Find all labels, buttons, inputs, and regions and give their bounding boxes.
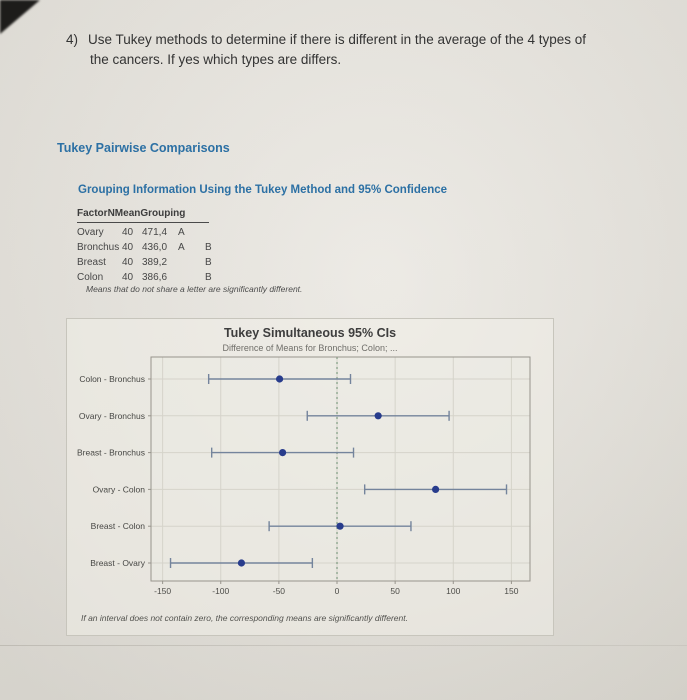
category-label: Colon - Bronchus [79,374,145,384]
factor-cell: Breast [77,257,106,268]
grouping-table-body [77,225,225,285]
x-tick-label: -100 [212,586,230,596]
category-label: Ovary - Colon [92,484,145,495]
group-b-cell: B [205,242,212,253]
x-tick-label: -50 [272,586,286,596]
grouping-table-header [77,206,209,223]
table-row [77,240,225,255]
col-n: N [107,208,115,219]
photo-crease-line [0,645,687,646]
mean-cell: 436,0 [142,242,168,253]
question-line-2: the cancers. If yes which types are differs. [90,52,342,67]
group-a-cell [178,255,205,270]
ci-mean-marker [336,523,343,530]
table-row [77,225,225,240]
interval-plot [67,319,553,609]
group-b-cell: B [205,272,212,283]
ci-mean-marker [276,375,283,382]
x-tick-label: 150 [504,586,519,596]
grouping-subtitle: Grouping Information Using the Tukey Method and 95% Confidence [78,184,448,196]
x-tick-label: -150 [154,586,172,596]
n-cell: 40 [122,257,134,268]
factor-cell: Bronchus [77,242,120,253]
col-grouping: Grouping [140,208,186,219]
n-cell: 40 [122,242,134,253]
factor-cell: Colon [77,272,104,283]
x-tick-label: 0 [334,586,340,596]
grouping-table [77,206,225,285]
tukey-ci-chart-panel [66,318,554,636]
mean-cell: 386,6 [142,272,168,283]
mean-cell: 471,4 [142,227,168,238]
ci-mean-marker [432,486,439,493]
category-label: Breast - Bronchus [76,447,145,458]
group-a-cell [178,270,205,285]
category-label: Ovary - Bronchus [78,410,145,421]
section-title: Tukey Pairwise Comparisons [57,141,230,155]
n-cell: 40 [122,227,134,238]
group-b-cell: B [205,257,212,268]
group-b-cell [205,225,225,240]
question-number: 4) [66,32,79,47]
group-a-cell: A [178,227,185,238]
table-row [77,270,225,285]
x-tick-label: 50 [390,586,400,596]
factor-cell: Ovary [77,227,104,238]
col-mean: Mean [114,208,141,219]
chart-footnote: If an interval does not contain zero, the corresponding means are significantly different. [81,613,408,623]
ci-mean-marker [279,449,286,456]
n-cell: 40 [122,272,134,283]
ci-mean-marker [238,559,245,566]
col-factor: Factor [77,208,108,219]
mean-cell: 389,2 [142,257,168,268]
photo-corner-shadow [0,0,40,34]
plot-area [151,357,530,581]
category-label: Breast - Ovary [90,558,145,568]
question-line-1: 4) Use Tukey methods to determine if there is different in the average of the 4 types of [66,30,626,50]
grouping-table-note: Means that do not share a letter are significantly different. [86,284,303,294]
group-a-cell: A [178,242,185,253]
chart-subtitle: Difference of Means for Bronchus; Colon; ... [222,343,398,353]
ci-mean-marker [375,412,382,419]
question-text [66,30,626,70]
table-row [77,255,225,270]
category-label: Breast - Colon [90,521,145,532]
chart-title: Tukey Simultaneous 95% CIs [223,326,397,340]
x-tick-label: 100 [446,586,461,596]
